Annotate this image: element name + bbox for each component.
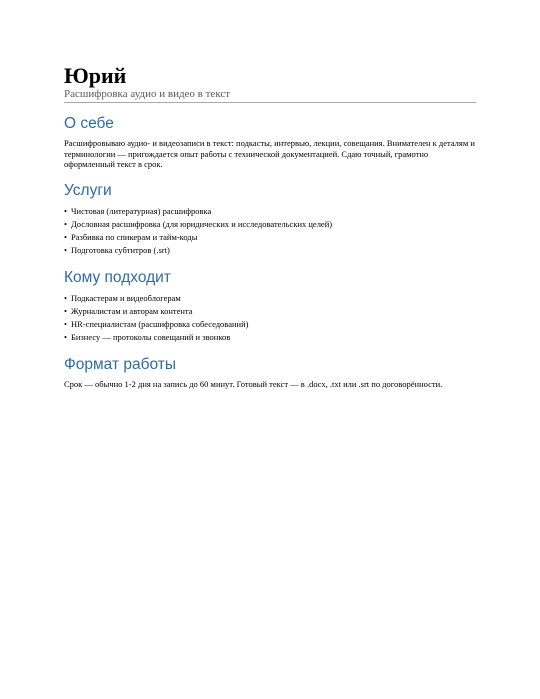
list-item-text: Чистовая (литературная) расшифровка — [71, 205, 212, 216]
list-item-text: HR-специалистам (расшифровка собеседований) — [71, 318, 249, 329]
list-item — [64, 305, 476, 318]
bullet-icon: • — [64, 218, 67, 229]
list-item — [64, 292, 476, 305]
list-item-text: Журналистам и авторам контента — [71, 305, 193, 316]
section-heading-format: Формат работы — [64, 355, 177, 373]
page-subtitle: Расшифровка аудио и видео в текст — [64, 88, 476, 103]
about-paragraph: Расшифровываю аудио- и видеозаписи в текст: подкасты, интервью, лекции, совещания. Внимателен к деталям и терминологии — пригождается опыт работы с технической документацией. Сдаю точный, грамотно оформленный текст в срок. — [64, 138, 475, 169]
list-item-text: Разбивка по спикерам и тайм-коды — [71, 231, 198, 242]
list-item-text: Дословная расшифровка (для юридических и исследовательских целей) — [71, 218, 333, 229]
bullet-icon: • — [64, 231, 67, 242]
list-item-text: Подкастерам и видеоблогерам — [71, 292, 181, 303]
services-list — [64, 205, 476, 257]
document-page — [64, 64, 476, 389]
bullet-icon: • — [64, 318, 67, 329]
bullet-icon: • — [64, 205, 67, 216]
section-heading-audience: Кому подходит — [64, 268, 171, 286]
list-item — [64, 331, 476, 344]
format-paragraph: Срок — обычно 1-2 дня на запись до 60 минут. Готовый текст — в .docx, .txt или .srt по договорённости. — [64, 378, 443, 389]
list-item — [64, 205, 476, 218]
list-item — [64, 244, 476, 257]
list-item — [64, 231, 476, 244]
list-item — [64, 218, 476, 231]
page-title: Юрий — [64, 63, 127, 88]
bullet-icon: • — [64, 244, 67, 255]
bullet-icon: • — [64, 331, 67, 342]
list-item-text: Бизнесу — протоколы совещаний и звонков — [71, 331, 231, 342]
bullet-icon: • — [64, 292, 67, 303]
section-heading-about: О себе — [64, 115, 114, 132]
section-heading-services: Услуги — [64, 181, 112, 199]
list-item-text: Подготовка субтитров (.srt) — [71, 244, 170, 255]
list-item — [64, 318, 476, 331]
bullet-icon: • — [64, 305, 67, 316]
audience-list — [64, 292, 476, 344]
